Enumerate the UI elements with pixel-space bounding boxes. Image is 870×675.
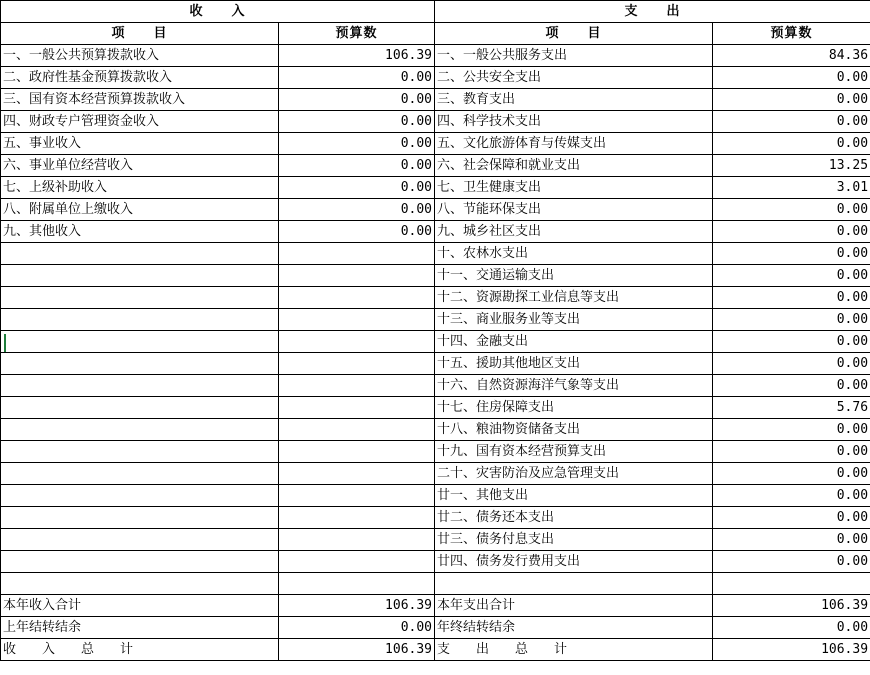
expense-value-cell[interactable]: 0.00 [713, 89, 870, 111]
expense-item-cell[interactable]: 十七、住房保障支出 [435, 397, 713, 419]
expense-value-cell[interactable]: 13.25 [713, 155, 870, 177]
income-value-cell[interactable]: 0.00 [279, 177, 435, 199]
table-row [1, 309, 870, 331]
expense-value-cell[interactable]: 84.36 [713, 45, 870, 67]
expense-item-cell[interactable]: 一、一般公共服务支出 [435, 45, 713, 67]
expense-item-cell[interactable]: 十四、金融支出 [435, 331, 713, 353]
table-row [1, 45, 870, 67]
expense-item-cell[interactable]: 五、文化旅游体育与传媒支出 [435, 133, 713, 155]
year-total-row [1, 595, 870, 617]
expense-item-cell[interactable]: 十一、交通运输支出 [435, 265, 713, 287]
income-section-header[interactable]: 收 入 [1, 1, 435, 23]
expense-item-cell[interactable]: 廿三、债务付息支出 [435, 529, 713, 551]
section-header-row [1, 1, 870, 23]
income-value-cell[interactable] [279, 375, 435, 397]
expense-value-cell[interactable]: 0.00 [713, 331, 870, 353]
expense-item-cell[interactable]: 十八、粮油物资储备支出 [435, 419, 713, 441]
income-item-cell[interactable] [1, 419, 279, 441]
expense-item-cell[interactable]: 七、卫生健康支出 [435, 177, 713, 199]
income-item-cell[interactable] [1, 243, 279, 265]
income-item-cell[interactable] [1, 507, 279, 529]
table-row [1, 89, 870, 111]
empty-cell[interactable] [435, 573, 713, 595]
income-value-cell[interactable]: 0.00 [279, 133, 435, 155]
expense-value-cell[interactable]: 0.00 [713, 243, 870, 265]
income-item-cell[interactable] [1, 309, 279, 331]
table-row [1, 529, 870, 551]
table-row [1, 397, 870, 419]
income-total-label[interactable]: 本年收入合计 [1, 595, 279, 617]
expense-value-cell[interactable]: 5.76 [713, 397, 870, 419]
expense-total-value[interactable]: 106.39 [713, 639, 870, 661]
income-value-cell[interactable]: 106.39 [279, 45, 435, 67]
table-row [1, 441, 870, 463]
table-row [1, 485, 870, 507]
income-item-cell[interactable] [1, 265, 279, 287]
expense-item-cell[interactable]: 十三、商业服务业等支出 [435, 309, 713, 331]
income-item-cell[interactable]: 四、财政专户管理资金收入 [1, 111, 279, 133]
income-total-label[interactable]: 收 入 总 计 [1, 639, 279, 661]
income-value-cell[interactable] [279, 441, 435, 463]
table-row [1, 375, 870, 397]
table-row [1, 177, 870, 199]
table-row [1, 67, 870, 89]
empty-cell[interactable] [713, 573, 870, 595]
income-item-header[interactable]: 项 目 [1, 23, 279, 45]
income-value-cell[interactable]: 0.00 [279, 67, 435, 89]
income-item-cell[interactable]: 九、其他收入 [1, 221, 279, 243]
expense-value-cell[interactable]: 3.01 [713, 177, 870, 199]
table-row [1, 551, 870, 573]
table-row [1, 331, 870, 353]
income-item-cell[interactable] [1, 463, 279, 485]
income-value-cell[interactable] [279, 463, 435, 485]
income-item-cell[interactable]: 二、政府性基金预算拨款收入 [1, 67, 279, 89]
table-row [1, 353, 870, 375]
grand-total-row [1, 639, 870, 661]
income-item-cell[interactable] [1, 331, 279, 353]
expense-item-cell[interactable]: 十、农林水支出 [435, 243, 713, 265]
income-item-cell[interactable]: 三、国有资本经营预算拨款收入 [1, 89, 279, 111]
carryover-row [1, 617, 870, 639]
table-row [1, 243, 870, 265]
expense-item-cell[interactable]: 二十、灾害防治及应急管理支出 [435, 463, 713, 485]
expense-total-label[interactable]: 支 出 总 计 [435, 639, 713, 661]
expense-value-cell[interactable]: 0.00 [713, 221, 870, 243]
expense-value-cell[interactable]: 0.00 [713, 507, 870, 529]
expense-total-value[interactable]: 0.00 [713, 617, 870, 639]
income-value-cell[interactable]: 0.00 [279, 89, 435, 111]
expense-item-cell[interactable]: 廿一、其他支出 [435, 485, 713, 507]
expense-value-cell[interactable]: 0.00 [713, 67, 870, 89]
expense-total-label[interactable]: 本年支出合计 [435, 595, 713, 617]
expense-item-cell[interactable]: 二、公共安全支出 [435, 67, 713, 89]
income-value-cell[interactable]: 0.00 [279, 221, 435, 243]
expense-item-cell[interactable]: 三、教育支出 [435, 89, 713, 111]
income-item-cell[interactable] [1, 551, 279, 573]
expense-value-cell[interactable]: 0.00 [713, 265, 870, 287]
income-value-cell[interactable] [279, 353, 435, 375]
expense-value-cell[interactable]: 0.00 [713, 485, 870, 507]
expense-total-label[interactable]: 年终结转结余 [435, 617, 713, 639]
table-row [1, 221, 870, 243]
income-total-value[interactable]: 106.39 [279, 595, 435, 617]
expense-value-cell[interactable]: 0.00 [713, 419, 870, 441]
table-row [1, 133, 870, 155]
empty-cell[interactable] [279, 573, 435, 595]
expense-item-cell[interactable]: 十二、资源勘探工业信息等支出 [435, 287, 713, 309]
expense-item-cell[interactable]: 四、科学技术支出 [435, 111, 713, 133]
expense-value-cell[interactable]: 0.00 [713, 529, 870, 551]
income-value-cell[interactable]: 0.00 [279, 111, 435, 133]
table-row [1, 507, 870, 529]
income-item-cell[interactable] [1, 485, 279, 507]
expense-item-cell[interactable]: 廿二、债务还本支出 [435, 507, 713, 529]
income-item-cell[interactable] [1, 529, 279, 551]
expense-value-cell[interactable]: 0.00 [713, 441, 870, 463]
expense-item-cell[interactable]: 六、社会保障和就业支出 [435, 155, 713, 177]
column-header-row [1, 23, 870, 45]
income-value-cell[interactable] [279, 397, 435, 419]
income-item-cell[interactable] [1, 375, 279, 397]
expense-value-cell[interactable]: 0.00 [713, 133, 870, 155]
income-total-value[interactable]: 0.00 [279, 617, 435, 639]
income-value-cell[interactable] [279, 265, 435, 287]
income-value-cell[interactable] [279, 485, 435, 507]
income-value-cell[interactable] [279, 309, 435, 331]
income-value-cell[interactable] [279, 287, 435, 309]
income-value-cell[interactable] [279, 529, 435, 551]
income-budget-header[interactable]: 预算数 [279, 23, 435, 45]
income-value-cell[interactable] [279, 419, 435, 441]
table-row [1, 287, 870, 309]
expense-item-cell[interactable]: 十九、国有资本经营预算支出 [435, 441, 713, 463]
table-row [1, 199, 870, 221]
income-item-cell[interactable]: 八、附属单位上缴收入 [1, 199, 279, 221]
income-item-cell[interactable] [1, 441, 279, 463]
income-item-cell[interactable]: 六、事业单位经营收入 [1, 155, 279, 177]
income-item-cell[interactable]: 一、一般公共预算拨款收入 [1, 45, 279, 67]
expense-value-cell[interactable]: 0.00 [713, 287, 870, 309]
income-total-label[interactable]: 上年结转结余 [1, 617, 279, 639]
income-item-cell[interactable] [1, 397, 279, 419]
table-row [1, 463, 870, 485]
income-item-cell[interactable]: 五、事业收入 [1, 133, 279, 155]
table-row [1, 419, 870, 441]
table-row [1, 265, 870, 287]
income-value-cell[interactable] [279, 331, 435, 353]
expense-budget-header[interactable]: 预算数 [713, 23, 870, 45]
expense-value-cell[interactable]: 0.00 [713, 551, 870, 573]
cell-cursor [4, 334, 6, 352]
expense-value-cell[interactable]: 0.00 [713, 199, 870, 221]
expense-item-cell[interactable]: 十六、自然资源海洋气象等支出 [435, 375, 713, 397]
income-item-cell[interactable] [1, 287, 279, 309]
income-total-value[interactable]: 106.39 [279, 639, 435, 661]
expense-item-cell[interactable]: 九、城乡社区支出 [435, 221, 713, 243]
expense-item-cell[interactable]: 廿四、债务发行费用支出 [435, 551, 713, 573]
expense-value-cell[interactable]: 0.00 [713, 111, 870, 133]
expense-section-header[interactable]: 支 出 [435, 1, 870, 23]
income-value-cell[interactable]: 0.00 [279, 155, 435, 177]
expense-total-value[interactable]: 106.39 [713, 595, 870, 617]
income-value-cell[interactable] [279, 243, 435, 265]
empty-cell[interactable] [1, 573, 279, 595]
expense-item-header[interactable]: 项 目 [435, 23, 713, 45]
income-item-cell[interactable] [1, 353, 279, 375]
expense-item-cell[interactable]: 八、节能环保支出 [435, 199, 713, 221]
income-value-cell[interactable] [279, 551, 435, 573]
table-row [1, 111, 870, 133]
expense-value-cell[interactable]: 0.00 [713, 463, 870, 485]
blank-row [1, 573, 870, 595]
expense-value-cell[interactable]: 0.00 [713, 375, 870, 397]
income-value-cell[interactable]: 0.00 [279, 199, 435, 221]
income-value-cell[interactable] [279, 507, 435, 529]
expense-value-cell[interactable]: 0.00 [713, 309, 870, 331]
expense-item-cell[interactable]: 十五、援助其他地区支出 [435, 353, 713, 375]
income-item-cell[interactable]: 七、上级补助收入 [1, 177, 279, 199]
table-row [1, 155, 870, 177]
expense-value-cell[interactable]: 0.00 [713, 353, 870, 375]
